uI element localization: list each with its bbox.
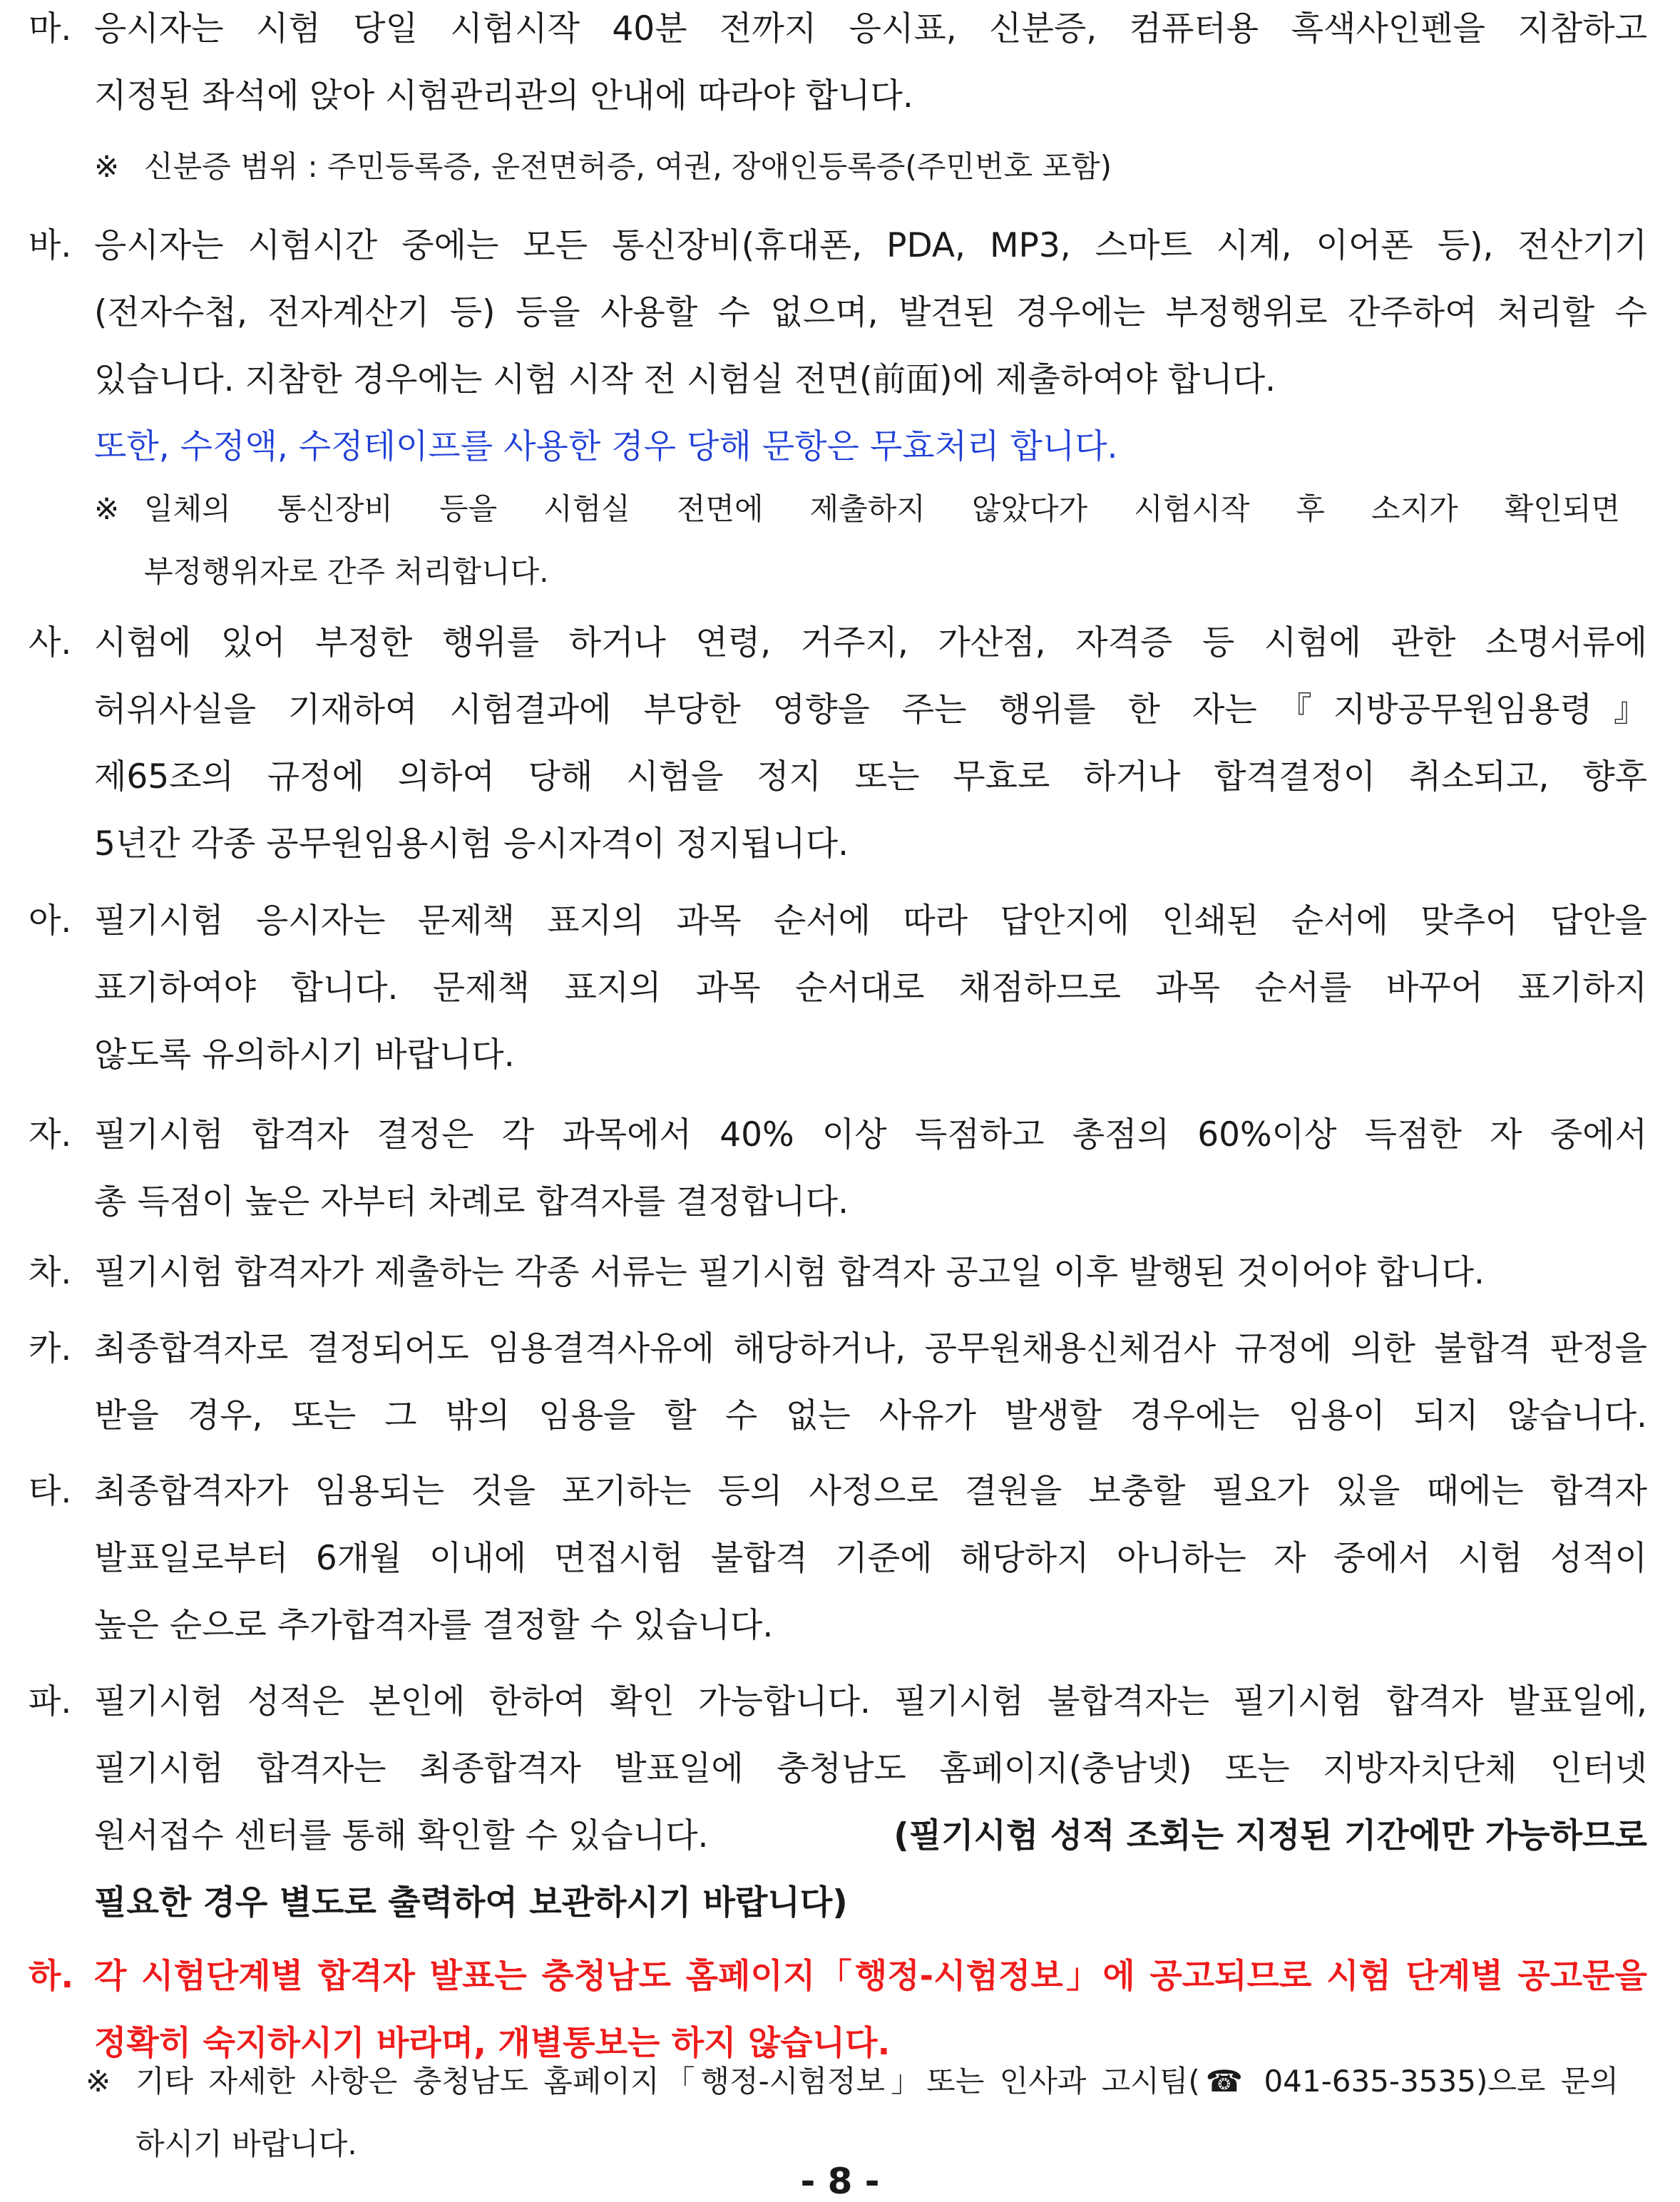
item-ba <box>29 212 1647 481</box>
item-line-bold: (필기시험 성적 조회는 지정된 기간에만 가능하므로 <box>893 1816 1647 1855</box>
note-line: 부정행위자로 간주 처리합니다. <box>144 554 549 589</box>
item-marker: 차. <box>29 1253 72 1292</box>
item-a <box>29 888 1647 1089</box>
item-sa <box>29 610 1647 878</box>
item-line: 응시자는 시험 당일 시험시작 40분 전까지 응시표, 신분증, 컴퓨터용 흑색사인펜을 지참하고 <box>94 9 1647 48</box>
note-line: 기타 자세한 사항은 충청남도 홈페이지「행정-시험정보」또는 인사과 고시팀(☎ 041-635-3535)으로 문의 <box>135 2064 1619 2099</box>
note-contact <box>86 2050 1619 2176</box>
item-line: 5년간 각종 공무원임용시험 응시자격이 정지됩니다. <box>94 824 849 864</box>
item-ta <box>29 1458 1647 1659</box>
item-line: 표기하여야 합니다. 문제책 표지의 과목 순서대로 채점하므로 과목 순서를 바꾸어 표기하지 <box>94 968 1647 1008</box>
note-mark: ※ <box>94 149 120 184</box>
item-line: 발표일로부터 6개월 이내에 면접시험 불합격 기준에 해당하지 아니하는 자 중에서 시험 성적이 <box>94 1539 1647 1578</box>
item-marker: 바. <box>29 226 72 265</box>
item-line: 높은 순으로 추가합격자를 결정할 수 있습니다. <box>94 1606 774 1645</box>
item-line: 받을 경우, 또는 그 밖의 임용을 할 수 없는 사유가 발생할 경우에는 임용이 되지 않습니다. <box>94 1396 1647 1435</box>
item-line-part: 원서접수 센터를 통해 확인할 수 있습니다. <box>94 1816 709 1855</box>
item-line: 필기시험 응시자는 문제책 표지의 과목 순서에 따라 답안지에 인쇄된 순서에 맞추어 답안을 <box>94 901 1647 941</box>
item-marker: 카. <box>29 1329 72 1368</box>
item-line: 않도록 유의하시기 바랍니다. <box>94 1035 515 1075</box>
item-marker: 타. <box>29 1472 72 1511</box>
item-line: 시험에 있어 부정한 행위를 하거나 연령, 거주지, 가산점, 자격증 등 시험에 관한 소명서류에 <box>94 623 1647 662</box>
item-line-mixed <box>94 1803 1647 1870</box>
item-line: 제65조의 규정에 의하여 당해 시험을 정지 또는 무효로 하거나 합격결정이 취소되고, 향후 <box>94 757 1647 797</box>
item-line: 필기시험 합격자 결정은 각 과목에서 40% 이상 득점하고 총점의 60%이상 득점한 자 중에서 <box>94 1115 1647 1154</box>
item-marker: 하. <box>29 1957 74 1996</box>
item-ka <box>29 1316 1647 1450</box>
item-marker: 아. <box>29 901 72 941</box>
note-line: 신분증 범위 : 주민등록증, 운전면허증, 여권, 장애인등록증(주민번호 포함) <box>144 149 1112 184</box>
item-line: 정확히 숙지하시기 바라며, 개별통보는 하지 않습니다. <box>94 2024 891 2063</box>
item-marker: 파. <box>29 1682 72 1721</box>
item-line: 응시자는 시험시간 중에는 모든 통신장비(휴대폰, PDA, MP3, 스마트 시계, 이어폰 등), 전산기기 <box>94 226 1647 265</box>
item-line-highlight: 또한, 수정액, 수정테이프를 사용한 경우 당해 문항은 무효처리 합니다. <box>94 427 1118 466</box>
item-line: 있습니다. 지참한 경우에는 시험 시작 전 시험실 전면(前面)에 제출하여야 합니다. <box>94 360 1276 399</box>
item-line: 최종합격자가 임용되는 것을 포기하는 등의 사정으로 결원을 보충할 필요가 있을 때에는 합격자 <box>94 1472 1647 1511</box>
note-line: 일체의 통신장비 등을 시험실 전면에 제출하지 않았다가 시험시작 후 소지가 확인되면 <box>144 491 1620 526</box>
item-marker: 자. <box>29 1115 72 1154</box>
item-pa <box>29 1669 1647 1937</box>
item-line: 허위사실을 기재하여 시험결과에 부당한 영향을 주는 행위를 한 자는『지방공무원임용령』 <box>94 690 1647 729</box>
item-line-bold: 필요한 경우 별도로 출력하여 보관하시기 바랍니다) <box>94 1883 848 1922</box>
item-line: 필기시험 성적은 본인에 한하여 확인 가능합니다. 필기시험 불합격자는 필기시험 합격자 발표일에, <box>94 1682 1647 1721</box>
item-line: 필기시험 합격자가 제출하는 각종 서류는 필기시험 합격자 공고일 이후 발행된 것이어야 합니다. <box>94 1253 1485 1292</box>
page-number: - 8 - <box>800 2161 880 2202</box>
note-mark: ※ <box>86 2064 111 2099</box>
item-ma <box>29 0 1647 130</box>
item-line: 필기시험 합격자는 최종합격자 발표일에 충청남도 홈페이지(충남넷) 또는 지방자치단체 인터넷 <box>94 1749 1647 1788</box>
note-id-scope <box>94 135 1620 198</box>
item-marker: 마. <box>29 9 72 48</box>
note-mark: ※ <box>94 491 120 526</box>
item-ja <box>29 1102 1647 1236</box>
item-marker: 사. <box>29 623 72 662</box>
item-line: 총 득점이 높은 자부터 차례로 합격자를 결정합니다. <box>94 1182 849 1222</box>
item-line: 각 시험단계별 합격자 발표는 충청남도 홈페이지「행정-시험정보」에 공고되므로 시험 단계별 공고문을 <box>94 1957 1647 1996</box>
note-devices <box>94 478 1620 603</box>
item-cha <box>29 1239 1647 1306</box>
note-line: 하시기 바랍니다. <box>135 2126 357 2161</box>
item-line: 최종합격자로 결정되어도 임용결격사유에 해당하거나, 공무원채용신체검사 규정에 의한 불합격 판정을 <box>94 1329 1647 1368</box>
item-line: 지정된 좌석에 앉아 시험관리관의 안내에 따라야 합니다. <box>94 76 913 116</box>
item-line: (전자수첩, 전자계산기 등) 등을 사용할 수 없으며, 발견된 경우에는 부정행위로 간주하여 처리할 수 <box>94 293 1647 332</box>
